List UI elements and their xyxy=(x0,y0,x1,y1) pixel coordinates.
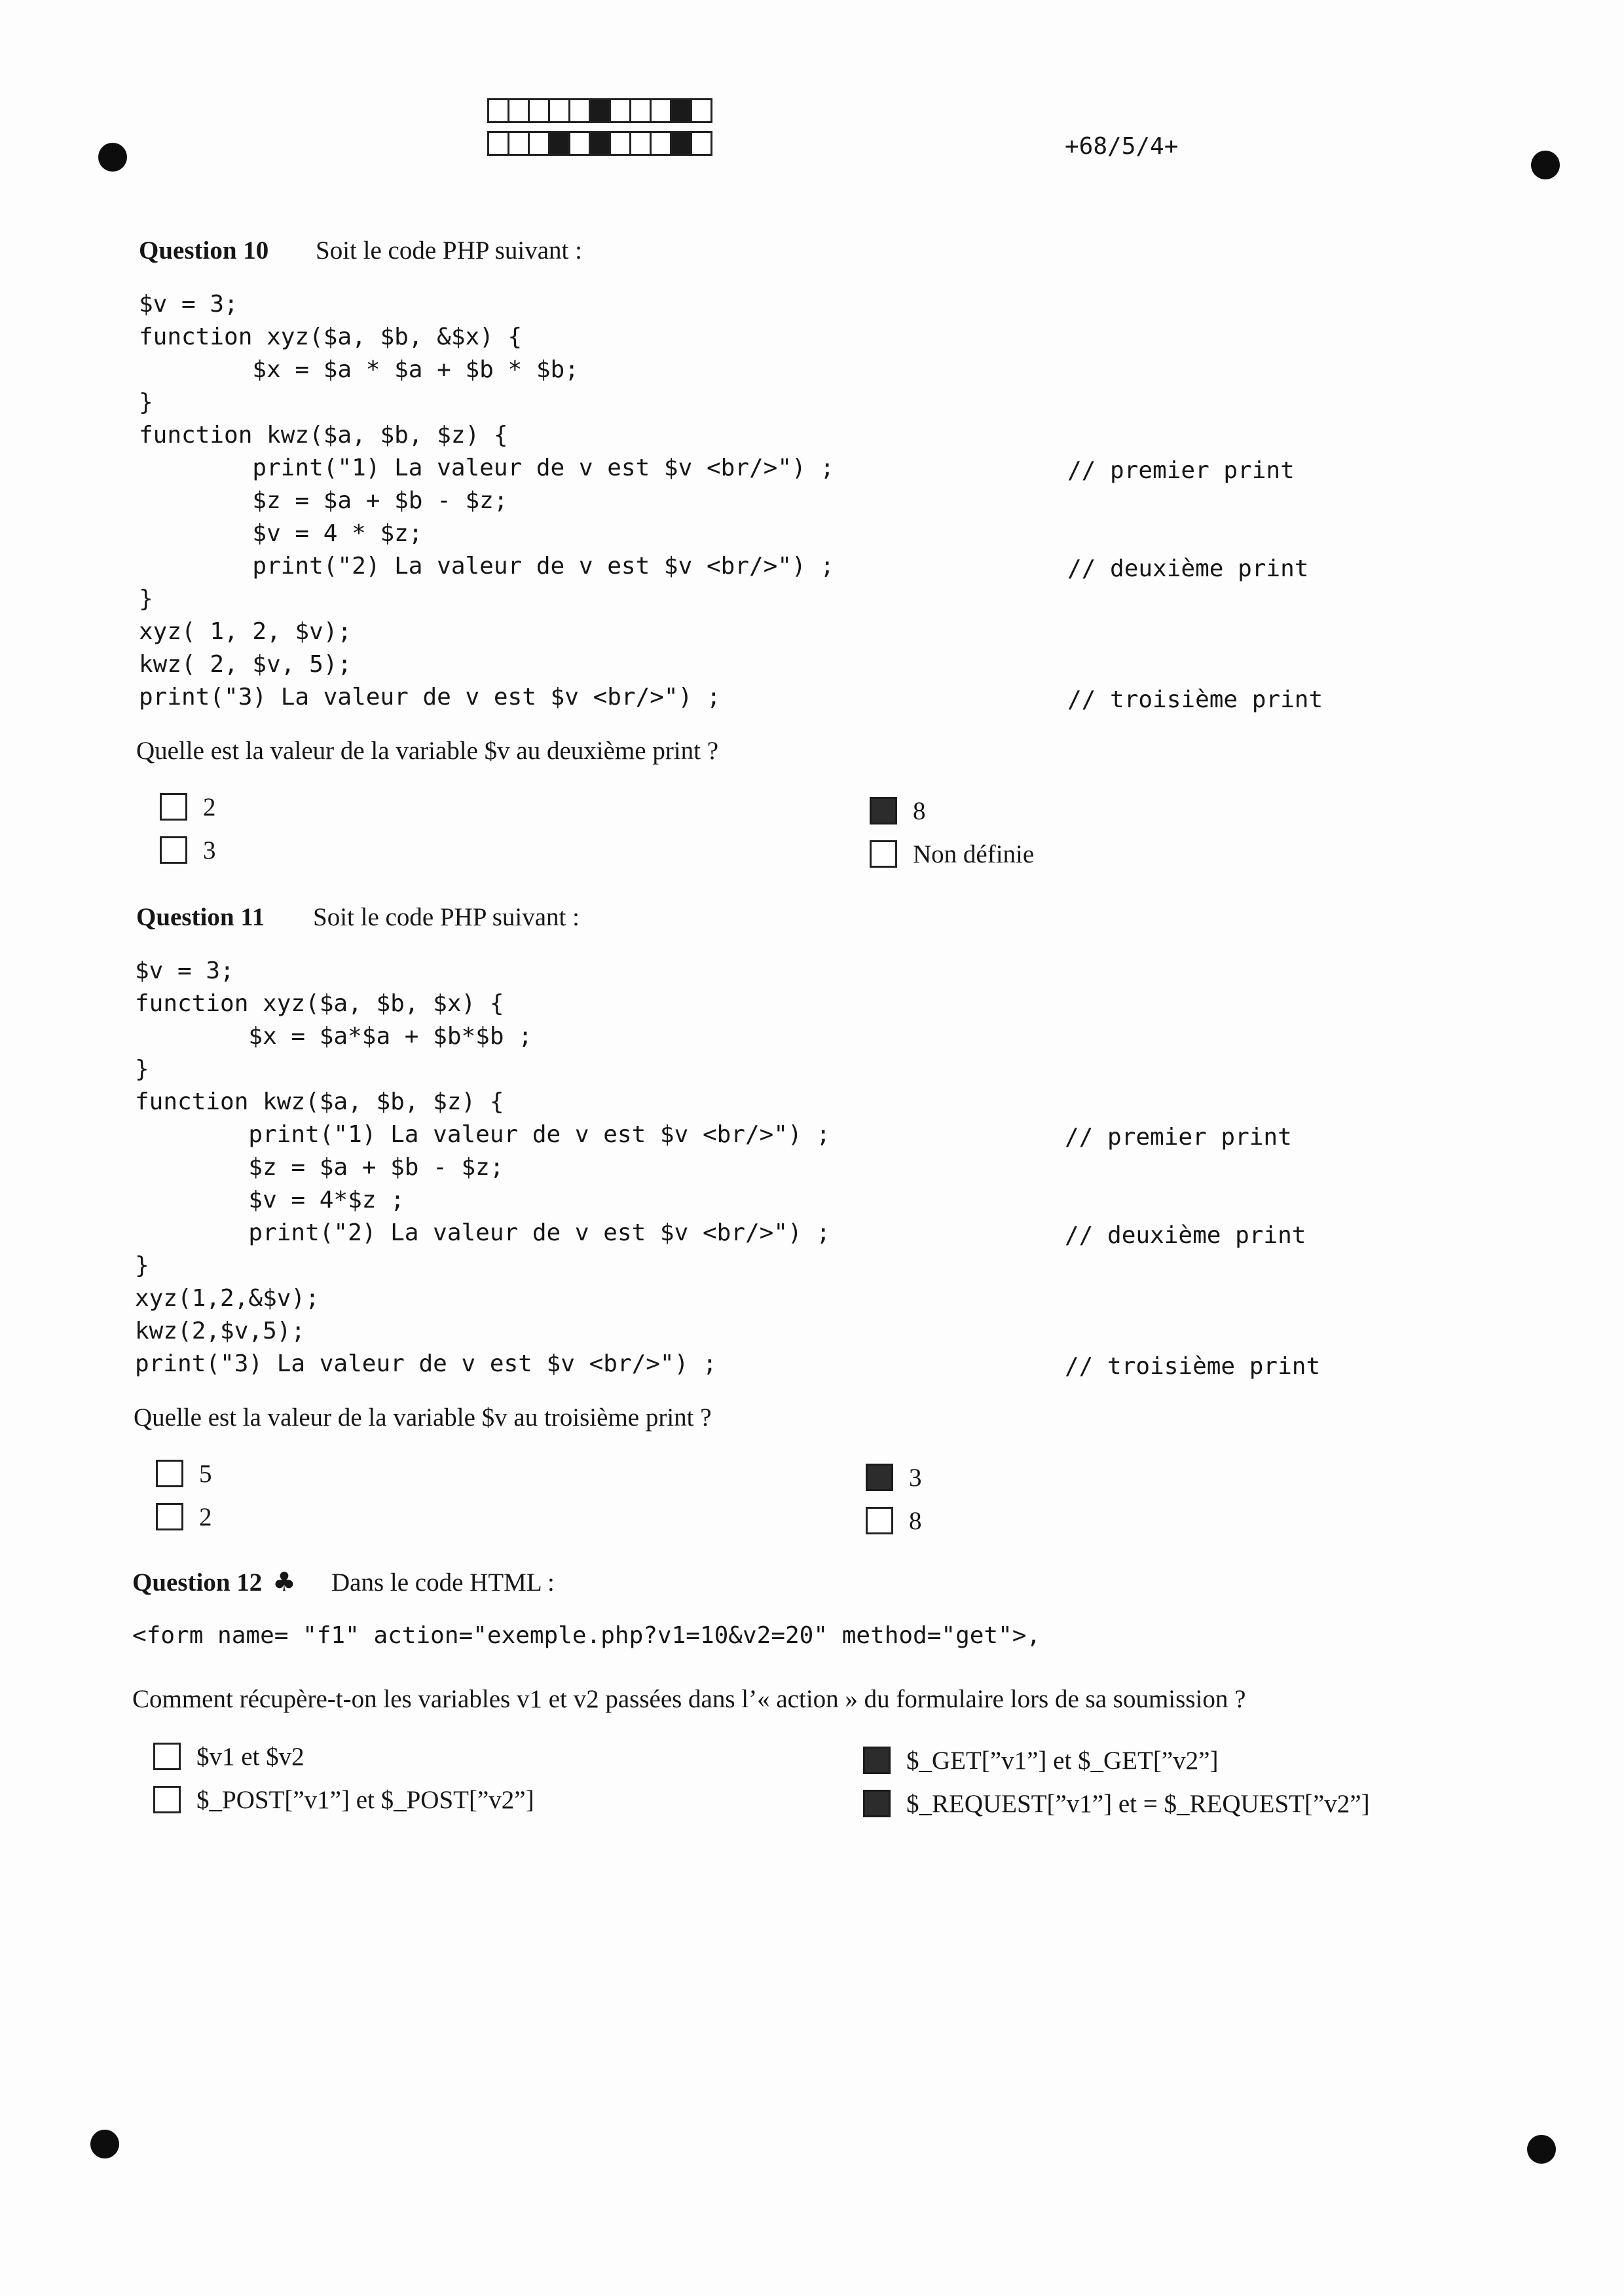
question-11-option[interactable] xyxy=(866,1464,922,1491)
registration-mark-bottom-right xyxy=(1527,2135,1556,2164)
code-line: $x = $a * $a + $b * $b; xyxy=(139,356,579,383)
code-line: $v = 3; xyxy=(135,957,234,984)
code-line: print("2) La valeur de v est $v <br/>") ; xyxy=(139,553,835,580)
checkbox[interactable] xyxy=(160,836,187,864)
club-icon: ♣ xyxy=(272,1567,296,1597)
option-label: 2 xyxy=(203,792,216,821)
code-line: kwz(2,$v,5); xyxy=(135,1318,306,1344)
code-line: } xyxy=(135,1056,149,1083)
question-11-label: Question 11 xyxy=(136,903,265,931)
checkbox[interactable] xyxy=(870,840,897,868)
code-line: $v = 4*$z ; xyxy=(135,1187,405,1213)
option-label: 8 xyxy=(913,796,926,825)
code-comment: // premier print xyxy=(1067,457,1295,484)
question-10-intro: Soit le code PHP suivant : xyxy=(316,236,582,265)
code-comment: // troisième print xyxy=(1065,1353,1321,1380)
code-comment: // premier print xyxy=(1065,1124,1292,1151)
question-12-option[interactable] xyxy=(153,1743,304,1770)
option-label: 5 xyxy=(199,1459,212,1488)
option-label: $_REQUEST[”v1”] et = $_REQUEST[”v2”] xyxy=(906,1789,1370,1818)
question-10-prompt: Quelle est la valeur de la variable $v au deuxième print ? xyxy=(136,737,719,765)
question-11-option[interactable] xyxy=(156,1460,212,1487)
checkbox[interactable] xyxy=(156,1503,183,1530)
code-line: kwz( 2, $v, 5); xyxy=(139,651,352,678)
checkbox-checked[interactable] xyxy=(866,1464,893,1491)
code-line: function xyz($a, $b, &$x) { xyxy=(139,324,523,350)
registration-mark-bottom-left xyxy=(90,2130,119,2158)
option-label: $_GET[”v1”] et $_GET[”v2”] xyxy=(906,1746,1219,1775)
barcode-cell xyxy=(629,98,652,123)
barcode-cell-filled xyxy=(548,131,570,156)
option-label: $_POST[”v1”] et $_POST[”v2”] xyxy=(196,1785,534,1814)
question-12-intro: Dans le code HTML : xyxy=(331,1568,555,1597)
option-label: 3 xyxy=(203,836,216,864)
code-line: function xyz($a, $b, $x) { xyxy=(135,990,504,1017)
question-12-option[interactable] xyxy=(153,1786,534,1813)
question-11-option[interactable] xyxy=(866,1507,922,1534)
barcode-cell xyxy=(690,98,712,123)
option-label: Non définie xyxy=(913,840,1035,868)
checkbox-checked[interactable] xyxy=(870,797,897,824)
code-line: xyz( 1, 2, $v); xyxy=(139,618,352,645)
option-label: 2 xyxy=(199,1502,212,1531)
barcode-cell xyxy=(568,131,591,156)
code-line: $v = 3; xyxy=(139,291,238,318)
checkbox-checked[interactable] xyxy=(863,1790,891,1817)
code-comment: // deuxième print xyxy=(1067,555,1309,582)
option-label: 3 xyxy=(909,1463,922,1492)
barcode-cell xyxy=(650,98,672,123)
code-line: $v = 4 * $z; xyxy=(139,520,423,547)
question-11-option[interactable] xyxy=(156,1503,212,1530)
code-line: function kwz($a, $b, $z) { xyxy=(135,1088,504,1115)
code-line: print("1) La valeur de v est $v <br/>") ; xyxy=(135,1121,831,1148)
option-label: $v1 et $v2 xyxy=(196,1742,304,1771)
checkbox[interactable] xyxy=(866,1507,893,1534)
code-comment: // deuxième print xyxy=(1065,1222,1306,1249)
checkbox[interactable] xyxy=(160,793,187,821)
question-12-option[interactable] xyxy=(863,1747,1218,1774)
code-line: print("3) La valeur de v est $v <br/>") ; xyxy=(135,1350,717,1377)
code-line: } xyxy=(139,585,153,612)
question-11-prompt: Quelle est la valeur de la variable $v au troisième print ? xyxy=(134,1403,712,1432)
code-line: $z = $a + $b - $z; xyxy=(135,1154,504,1181)
barcode-cell xyxy=(609,131,631,156)
question-12-label: Question 12 xyxy=(132,1568,263,1597)
barcode-cell xyxy=(568,98,591,123)
code-line: xyz(1,2,&$v); xyxy=(135,1285,320,1312)
option-label: 8 xyxy=(909,1506,922,1535)
code-line: function kwz($a, $b, $z) { xyxy=(139,422,508,449)
code-line: } xyxy=(135,1252,149,1279)
checkbox[interactable] xyxy=(153,1743,181,1770)
barcode-cell xyxy=(629,131,652,156)
barcode-cell-filled xyxy=(670,98,692,123)
checkbox-checked[interactable] xyxy=(863,1747,891,1774)
question-10-option[interactable] xyxy=(160,793,216,821)
barcode-cell-filled xyxy=(589,98,611,123)
barcode-cell xyxy=(507,98,530,123)
question-12-option[interactable] xyxy=(863,1790,1370,1817)
barcode-cell xyxy=(690,131,712,156)
barcode-row-1 xyxy=(487,98,710,123)
question-10-label: Question 10 xyxy=(139,236,269,265)
header-code: +68/5/4+ xyxy=(1065,133,1179,160)
code-comment: // troisième print xyxy=(1067,686,1323,713)
barcode-cell xyxy=(548,98,570,123)
barcode-cell xyxy=(487,131,509,156)
registration-mark-top-right xyxy=(1531,151,1560,179)
barcode-cell xyxy=(609,98,631,123)
question-12-prompt: Comment récupère-t-on les variables v1 et v2 passées dans l’« action » du formulaire lors de sa soumission ? xyxy=(132,1685,1246,1713)
barcode-row-2 xyxy=(487,131,710,156)
code-line: <form name= "f1" action="exemple.php?v1=10&v2=20" method="get">, xyxy=(132,1622,1041,1649)
barcode-cell xyxy=(487,98,509,123)
registration-mark-top-left xyxy=(98,143,127,172)
code-line: $x = $a*$a + $b*$b ; xyxy=(135,1023,532,1050)
code-line: } xyxy=(139,389,153,416)
question-10-option[interactable] xyxy=(870,840,1034,868)
barcode-cell xyxy=(528,131,550,156)
barcode-cell xyxy=(507,131,530,156)
checkbox[interactable] xyxy=(156,1460,183,1487)
code-line: print("1) La valeur de v est $v <br/>") ; xyxy=(139,454,835,481)
checkbox[interactable] xyxy=(153,1786,181,1813)
barcode-cell xyxy=(650,131,672,156)
barcode-cell-filled xyxy=(589,131,611,156)
question-11-intro: Soit le code PHP suivant : xyxy=(313,903,580,931)
barcode-cell xyxy=(528,98,550,123)
barcode-cell-filled xyxy=(670,131,692,156)
code-line: print("3) La valeur de v est $v <br/>") ; xyxy=(139,684,721,711)
question-10-option[interactable] xyxy=(870,797,926,824)
code-line: $z = $a + $b - $z; xyxy=(139,487,508,514)
code-line: print("2) La valeur de v est $v <br/>") ; xyxy=(135,1219,831,1246)
question-10-option[interactable] xyxy=(160,836,216,864)
